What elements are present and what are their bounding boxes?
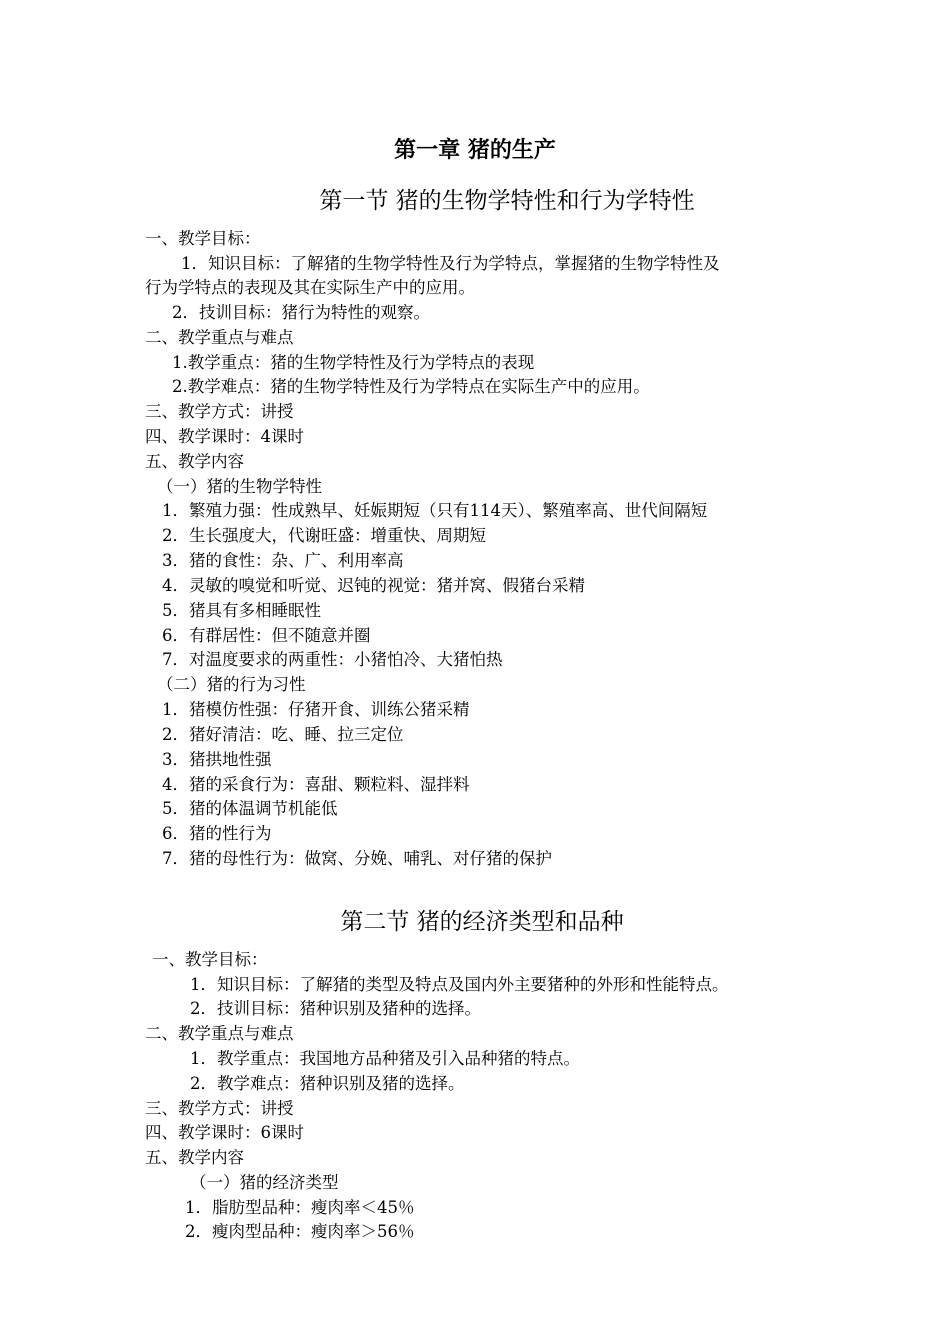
s1-list-item: 1．猪模仿性强：仔猪开食、训练公猪采精 [162,700,470,719]
section-title-1: 第一节 猪的生物学特性和行为学特性 [319,188,695,214]
s1-list-item: 6．有群居性：但不随意并圈 [162,626,371,645]
s1-heading-content: 五、教学内容 [145,452,244,471]
s1-heading-key-points: 二、教学重点与难点 [145,328,294,347]
s1-objective-knowledge: 1．知识目标：了解猪的生物学特性及行为学特点，掌握猪的生物学特性及 [181,254,720,273]
s2-heading-content: 五、教学内容 [145,1148,244,1167]
s1-objective-skill: 2．技训目标：猪行为特性的观察。 [172,303,430,322]
s2-heading-method: 三、教学方式：讲授 [145,1099,294,1118]
s2-list-item: 2．瘦肉型品种：瘦肉率＞56％ [185,1222,415,1241]
s2-key-point: 1．教学重点：我国地方品种猪及引入品种猪的特点。 [190,1049,580,1068]
s1-list-item: 3．猪拱地性强 [162,750,272,769]
s2-heading-hours: 四、教学课时：6课时 [145,1123,304,1142]
s1-list-item: 3．猪的食性：杂、广、利用率高 [162,551,404,570]
s1-list-item: 4．猪的采食行为：喜甜、颗粒料、湿拌料 [162,775,470,794]
s1-difficult-point: 2.教学难点：猪的生物学特性及行为学特点在实际生产中的应用。 [172,377,650,396]
s1-list-item: 4．灵敏的嗅觉和听觉、迟钝的视觉：猪并窝、假猪台采精 [162,576,585,595]
s1-heading-method: 三、教学方式：讲授 [145,402,294,421]
s2-heading-objectives: 一、教学目标： [152,950,268,969]
s1-list-item: 1．繁殖力强：性成熟早、妊娠期短（只有114天）、繁殖率高、世代间隔短 [162,501,708,520]
s1-list-item: 7．猪的母性行为：做窝、分娩、哺乳、对仔猪的保护 [162,849,552,868]
s2-objective-skill: 2．技训目标：猪种识别及猪种的选择。 [190,999,481,1018]
s1-list-item: 2．生长强度大，代谢旺盛：增重快、周期短 [162,526,486,545]
s1-heading-objectives: 一、教学目标： [145,229,261,248]
s1-subheading-biology: （一）猪的生物学特性 [157,477,322,496]
s2-subheading-types: （一）猪的经济类型 [190,1173,339,1192]
s2-heading-key-points: 二、教学重点与难点 [145,1024,294,1043]
s1-list-item: 7．对温度要求的两重性：小猪怕冷、大猪怕热 [162,650,503,669]
s2-list-item: 1．脂肪型品种：瘦肉率＜45％ [185,1198,415,1217]
s2-difficult-point: 2．教学难点：猪种识别及猪的选择。 [190,1074,465,1093]
chapter-title: 第一章 猪的生产 [394,138,556,163]
s1-list-item: 5．猪的体温调节机能低 [162,799,338,818]
s1-list-item: 6．猪的性行为 [162,824,272,843]
section-title-2: 第二节 猪的经济类型和品种 [340,909,624,935]
s2-objective-knowledge: 1．知识目标：了解猪的类型及特点及国内外主要猪种的外形和性能特点。 [190,975,729,994]
s1-objective-knowledge-cont: 行为学特点的表现及其在实际生产中的应用。 [145,278,475,297]
s1-key-point: 1.教学重点：猪的生物学特性及行为学特点的表现 [172,353,535,372]
s1-heading-hours: 四、教学课时：4课时 [145,427,304,446]
s1-list-item: 5．猪具有多相睡眠性 [162,601,321,620]
s1-list-item: 2．猪好清洁：吃、睡、拉三定位 [162,725,404,744]
s1-subheading-behavior: （二）猪的行为习性 [157,675,306,694]
